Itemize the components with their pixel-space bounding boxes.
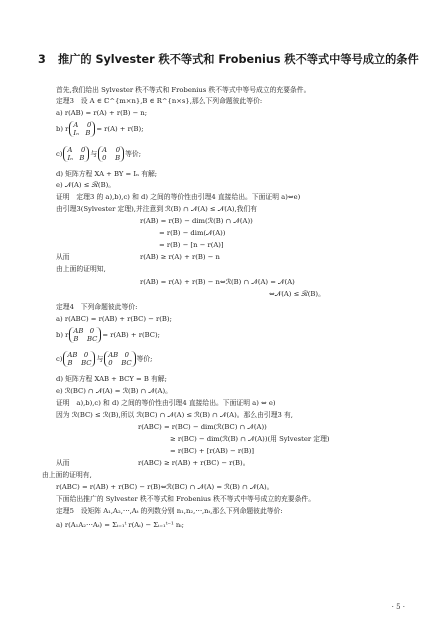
section-title: 推广的 Sylvester 秩不等式和 Frobenius 秩不等式中等号成立的条件: [58, 53, 419, 66]
theorem4-item-a: a) r(ABC) = r(AB) + r(BC) − r(B);: [56, 315, 172, 323]
theorem3-item-c-suffix: 等价;: [125, 150, 142, 158]
theorem4-item-e: e) ℛ(BC) ∩ 𝒩(A) = ℛ(B) ∩ 𝒩(A)。: [56, 387, 172, 395]
matrix-row: AB 0: [73, 327, 95, 335]
equation: ⇔𝒩(A) ≤ ℛ(B)。: [269, 290, 325, 298]
page-number: · 5 ·: [391, 603, 405, 611]
theorem3-item-b: [56, 121, 143, 137]
theorem3-statement: 定理3 设 A ∈ ℂ^{m×n},B ∈ R^{n×s},那么下列命题彼此等价:: [56, 97, 263, 105]
proof4-line1: 证明 a),b),c) 和 d) 之间的等价性由引理4 直接给出。下面证明 a) ⇔ e): [56, 399, 276, 407]
theorem3-item-b-prefix: b) r: [56, 125, 69, 133]
from-label: 从而: [56, 253, 70, 261]
theorem4-item-d: d) 矩阵方程 XAB + BCY = B 有解;: [56, 375, 167, 383]
proof4-line3: 由上面的证明有,: [42, 471, 92, 479]
matrix-row: A 0: [67, 146, 86, 154]
equivalence-word: 与: [90, 150, 98, 158]
equation: ≥ r(BC) − dim(ℛ(B) ∩ 𝒩(A))(用 Sylvester 定理): [170, 435, 330, 443]
theorem3-item-c: [56, 146, 141, 162]
theorem4-item-c: [56, 351, 152, 367]
section-number: 3: [38, 53, 46, 66]
equation: r(AB) ≥ r(A) + r(B) − n: [140, 253, 220, 261]
block-matrix: [104, 351, 135, 367]
section-heading: [38, 51, 419, 67]
equation: = r(B) − dim(𝒩(A)): [159, 229, 226, 237]
proof3-line3: 由上面的证明知,: [56, 265, 106, 273]
matrix-row: AB 0: [67, 351, 89, 359]
block-matrix: [69, 327, 101, 343]
equation: r(ABC) = r(BC) − dim(ℛ(BC) ∩ 𝒩(A)): [138, 423, 267, 431]
theorem3-item-c-prefix: c): [56, 150, 63, 158]
proof3-line2: 由引理3(Sylvester 定理),并注意到 ℛ(B) ∩ 𝒩(A) ≤ 𝒩(A),我们有: [56, 205, 258, 213]
equation: = r(BC) + [r(AB) − r(B)]: [170, 447, 255, 455]
block-matrix: [63, 351, 95, 367]
theorem3-item-b-suffix: = r(A) + r(B);: [96, 125, 144, 133]
proof3-line1: 证明 定理3 的 a),b),c) 和 d) 之间的等价性由引理4 直接给出。下面证明 a)⇔e): [56, 193, 301, 201]
equivalence-word: 与: [96, 355, 104, 363]
theorem4-item-b-prefix: b) r: [56, 331, 69, 339]
theorem4-item-b: [56, 327, 160, 343]
equation: r(ABC) = r(AB) + r(BC) − r(B)⇔ℛ(BC) ∩ 𝒩(A) = ℛ(B) ∩ 𝒩(A)。: [56, 483, 274, 491]
theorem3-item-e: e) 𝒩(A) ≤ ℛ(B)。: [56, 181, 116, 189]
matrix-row: AB 0: [108, 351, 129, 359]
matrix-row: B BC: [73, 335, 98, 343]
theorem5-item-a: a) r(A₁A₂⋯Aₜ) = Σᵢ₌₁ᵗ r(Aᵢ) − Σᵢ₌₁ᵗ⁻¹ nᵢ;: [56, 521, 184, 529]
theorem3-item-a: a) r(AB) = r(A) + r(B) − n;: [56, 109, 148, 117]
intro-paragraph: 首先,我们给出 Sylvester 秩不等式和 Frobenius 秩不等式中等号成立的充要条件。: [56, 86, 311, 94]
theorem4-item-b-suffix: = r(AB) + r(BC);: [102, 331, 160, 339]
matrix-row: Iₙ B: [73, 129, 91, 137]
theorem4-item-c-suffix: 等价;: [136, 355, 153, 363]
equation: r(AB) = r(A) + r(B) − n⇔ℛ(B) ∩ 𝒩(A) = 𝒩(A): [140, 278, 295, 286]
matrix-row: 0 B: [102, 154, 121, 162]
theorem4-item-c-prefix: c): [56, 355, 63, 363]
equation: = r(B) − [n − r(A)]: [159, 241, 224, 249]
equation: r(AB) = r(B) − dim(ℛ(B) ∩ 𝒩(A)): [140, 217, 253, 225]
from-label: 从而: [56, 459, 70, 467]
matrix-row: 0 BC: [108, 359, 132, 367]
block-matrix: [98, 146, 124, 162]
intro-paragraph-2: 下面给出推广的 Sylvester 秩不等式和 Frobenius 秩不等式中等号成立的充要条件。: [56, 495, 316, 503]
matrix-row: A 0: [73, 121, 92, 129]
block-matrix: [69, 121, 95, 137]
matrix-row: B BC: [67, 359, 92, 367]
equation: r(ABC) ≥ r(AB) + r(BC) − r(B)。: [138, 459, 250, 467]
theorem4-statement: 定理4 下列命题彼此等价:: [56, 303, 138, 311]
matrix-row: Iₙ B: [67, 154, 85, 162]
proof4-line2: 因为 ℛ(BC) ≤ ℛ(B),所以 ℛ(BC) ∩ 𝒩(A) ≤ ℛ(B) ∩ 𝒩(A)。那么由引理3 有,: [56, 411, 293, 419]
matrix-row: A 0: [102, 146, 121, 154]
theorem5-statement: 定理5 设矩阵 A₁,A₂,⋯,Aₜ 的列数分别 n₁,n₂,⋯,nₜ,那么下列命题彼此等价:: [56, 507, 283, 515]
block-matrix: [63, 146, 89, 162]
theorem3-item-d: d) 矩阵方程 XA + BY = Iₙ 有解;: [56, 170, 158, 178]
